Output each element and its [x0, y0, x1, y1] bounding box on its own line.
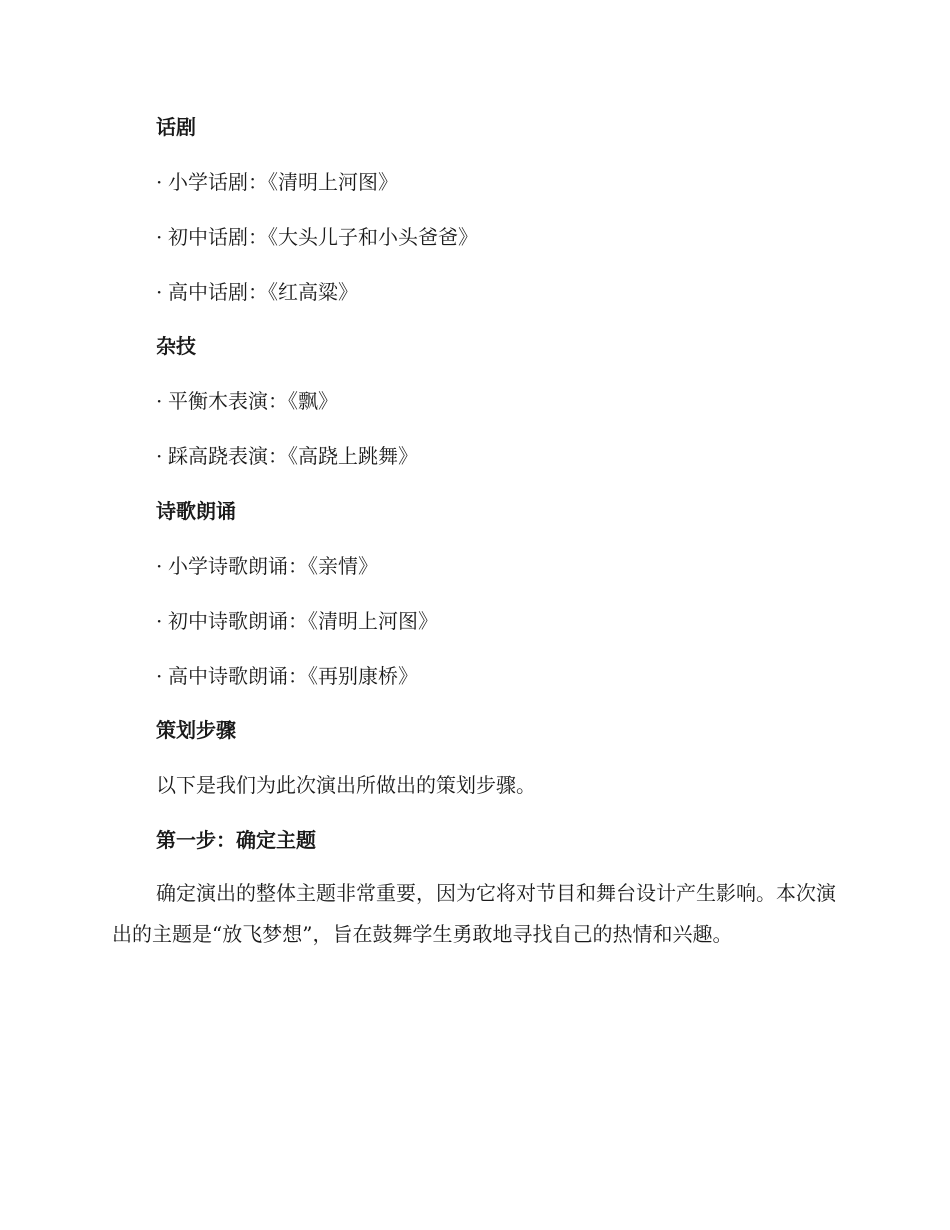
- bullet-icon: ·: [156, 170, 163, 194]
- bullet-icon: ·: [156, 664, 163, 688]
- list-item-text: 平衡木表演：《飘》: [168, 389, 338, 413]
- bullet-icon: ·: [156, 280, 163, 304]
- planning-intro: 以下是我们为此次演出所做出的策划步骤。: [156, 773, 536, 797]
- section-heading-poetry: 诗歌朗诵: [156, 499, 236, 523]
- list-item-text: 小学话剧：《清明上河图》: [168, 170, 398, 194]
- list-item: [156, 552, 378, 580]
- list-item: [156, 607, 438, 635]
- list-item-text: 初中话剧：《大头儿子和小头爸爸》: [168, 225, 478, 249]
- bullet-icon: ·: [156, 609, 163, 633]
- list-item-text: 初中诗歌朗诵：《清明上河图》: [168, 609, 438, 633]
- bullet-icon: ·: [156, 444, 163, 468]
- list-item-text: 小学诗歌朗诵：《亲情》: [168, 554, 378, 578]
- section-heading-drama: 话剧: [156, 115, 196, 139]
- bullet-icon: ·: [156, 554, 163, 578]
- list-item: [156, 278, 358, 306]
- section-heading-planning: 策划步骤: [156, 718, 236, 742]
- list-item: [156, 387, 338, 415]
- step1-heading: 第一步：确定主题: [156, 828, 316, 852]
- section-heading-acrobatics: 杂技: [156, 334, 196, 358]
- bullet-icon: ·: [156, 389, 163, 413]
- bullet-icon: ·: [156, 225, 163, 249]
- list-item: [156, 223, 478, 251]
- list-item-text: 高中话剧：《红高粱》: [168, 280, 358, 304]
- list-item: [156, 662, 418, 690]
- list-item: [156, 442, 418, 470]
- list-item-text: 踩高跷表演：《高跷上跳舞》: [168, 444, 418, 468]
- list-item: [156, 168, 398, 196]
- list-item-text: 高中诗歌朗诵：《再别康桥》: [168, 664, 418, 688]
- step1-paragraph: 确定演出的整体主题非常重要，因为它将对节目和舞台设计产生影响。本次演出的主题是“放飞梦想”，旨在鼓舞学生勇敢地寻找自己的热情和兴趣。: [112, 881, 836, 946]
